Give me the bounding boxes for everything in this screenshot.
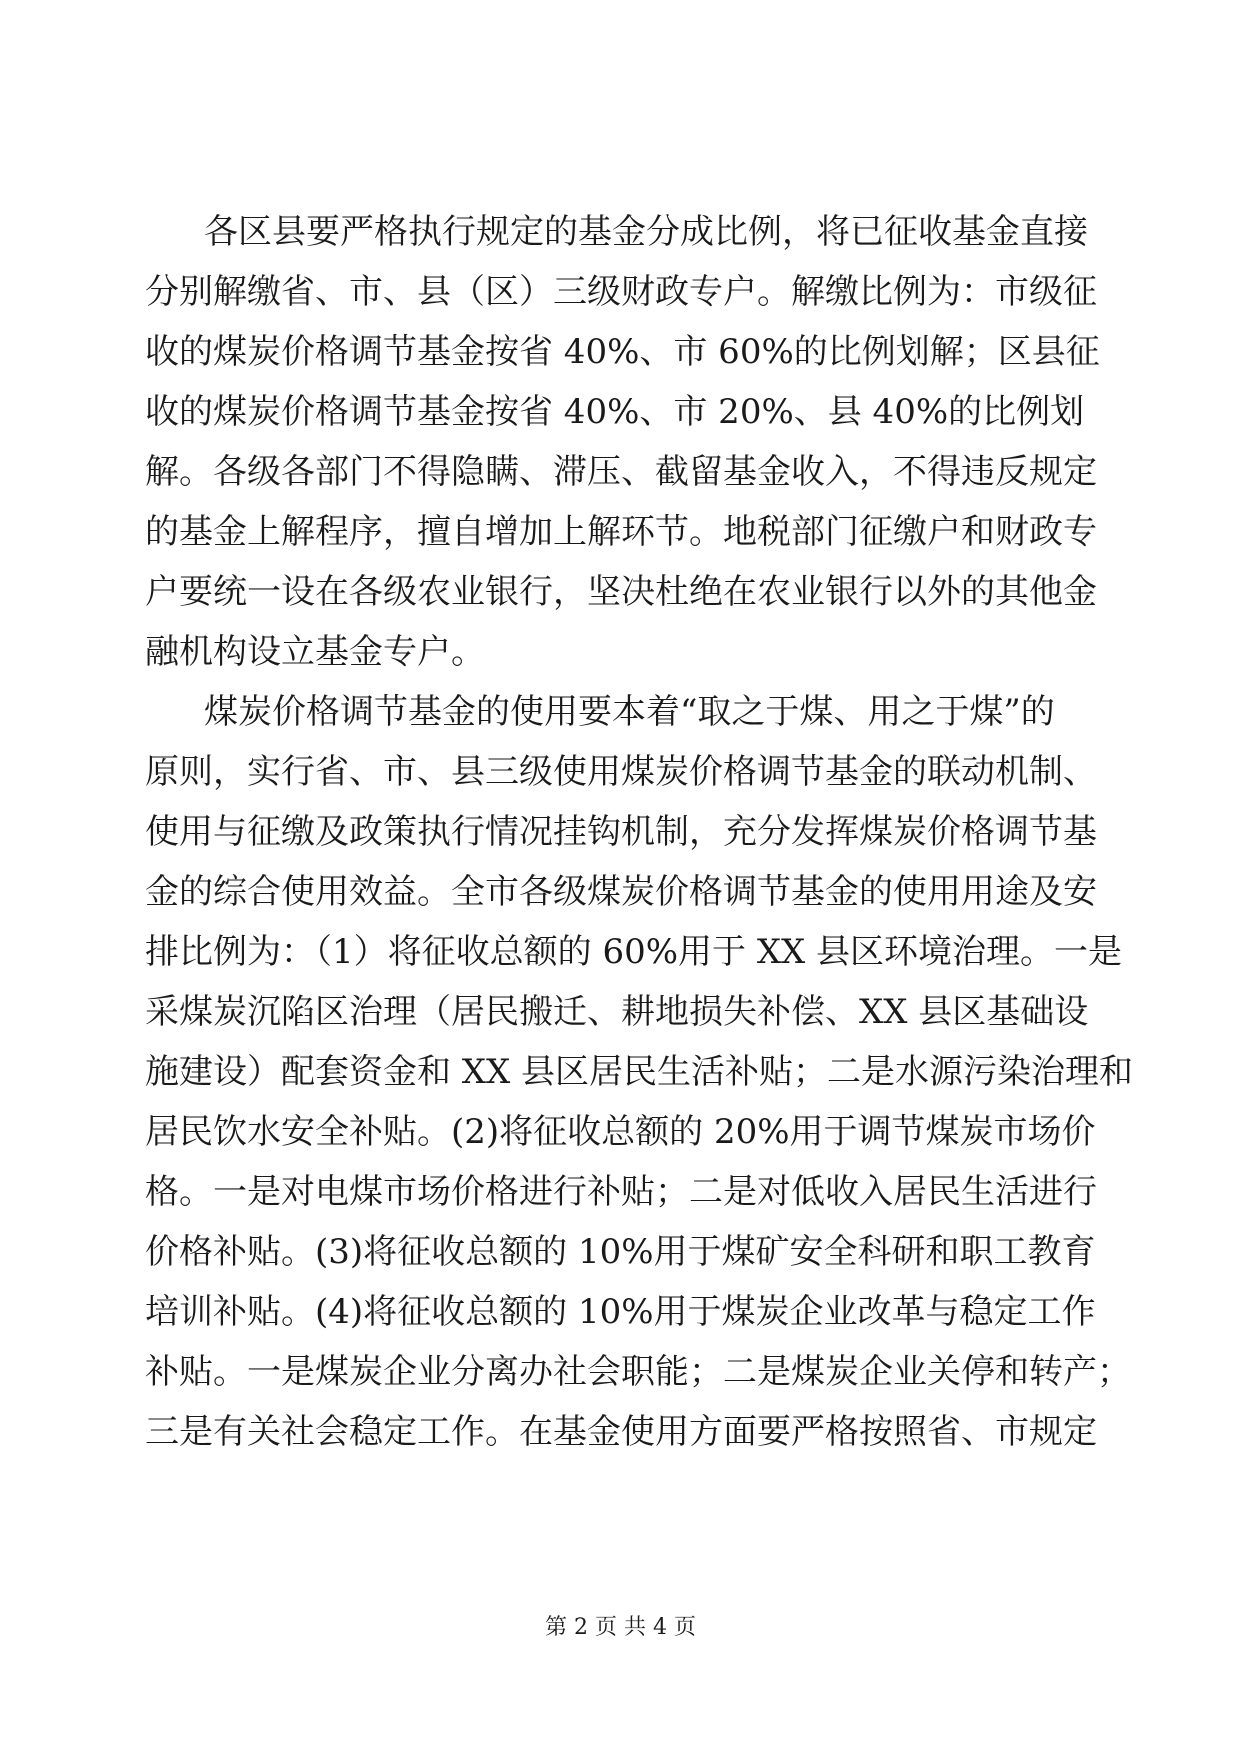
paragraph-1-line-6: 的基金上解程序，擅自增加上解环节。地税部门征缴户和财政专 (145, 512, 1097, 552)
page-number-footer: 第 2 页 共 4 页 (545, 1615, 696, 1640)
paragraph-1-line-8: 融机构设立基金专户。 (145, 632, 485, 672)
paragraph-2-line-3: 使用与征缴及政策执行情况挂钩机制，充分发挥煤炭价格调节基 (145, 812, 1097, 852)
paragraph-2-line-11: 培训补贴。(4)将征收总额的 10%用于煤炭企业改革与稳定工作 (145, 1292, 1096, 1332)
paragraph-1-line-3: 收的煤炭价格调节基金按省 40%、市 60%的比例划解；区县征 (145, 332, 1100, 372)
paragraph-2-line-4: 金的综合使用效益。全市各级煤炭价格调节基金的使用用途及安 (145, 872, 1097, 912)
paragraph-1-line-4: 收的煤炭价格调节基金按省 40%、市 20%、县 40%的比例划 (145, 392, 1085, 432)
paragraph-1-line-7: 户要统一设在各级农业银行，坚决杜绝在农业银行以外的其他金 (145, 572, 1097, 612)
paragraph-2-line-1: 煤炭价格调节基金的使用要本着“取之于煤、用之于煤”的 (204, 692, 1055, 732)
paragraph-2-line-5: 排比例为：（1）将征收总额的 60%用于 XX 县区环境治理。一是 (145, 932, 1123, 972)
paragraph-2-line-2: 原则，实行省、市、县三级使用煤炭价格调节基金的联动机制、 (145, 752, 1097, 792)
paragraph-2-line-13: 三是有关社会稳定工作。在基金使用方面要严格按照省、市规定 (145, 1412, 1097, 1452)
paragraph-2-line-8: 居民饮水安全补贴。(2)将征收总额的 20%用于调节煤炭市场价 (145, 1112, 1096, 1152)
paragraph-1-line-1: 各区县要严格执行规定的基金分成比例，将已征收基金直接 (204, 212, 1088, 252)
paragraph-2-line-6: 采煤炭沉陷区治理（居民搬迁、耕地损失补偿、XX 县区基础设 (145, 992, 1089, 1032)
paragraph-1-line-2: 分别解缴省、市、县（区）三级财政专户。解缴比例为：市级征 (145, 272, 1097, 312)
paragraph-2-line-10: 价格补贴。(3)将征收总额的 10%用于煤矿安全科研和职工教育 (145, 1232, 1096, 1272)
paragraph-2-line-9: 格。一是对电煤市场价格进行补贴；二是对低收入居民生活进行 (145, 1172, 1097, 1212)
paragraph-2-line-12: 补贴。一是煤炭企业分离办社会职能；二是煤炭企业关停和转产； (145, 1352, 1131, 1392)
paragraph-1-line-5: 解。各级各部门不得隐瞒、滞压、截留基金收入，不得违反规定 (145, 452, 1097, 492)
paragraph-2-line-7: 施建设）配套资金和 XX 县区居民生活补贴；二是水源污染治理和 (145, 1052, 1134, 1092)
